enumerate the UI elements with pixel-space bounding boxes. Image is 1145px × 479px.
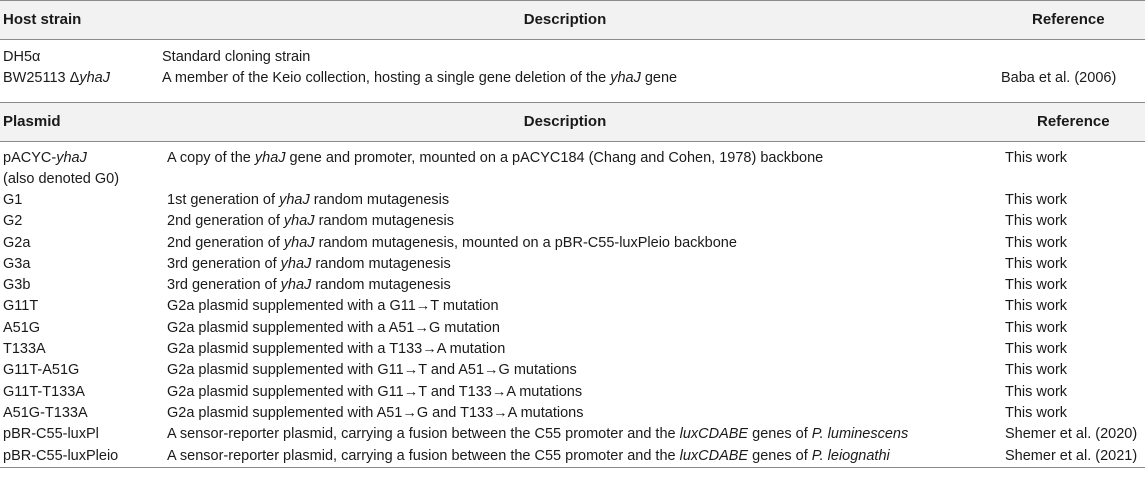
plasmid-description: 3rd generation of yhaJ random mutagenesis: [167, 277, 451, 294]
plasmid-description: 2nd generation of yhaJ random mutagenesis, mounted on a pBR-C55-luxPleio backbone: [167, 234, 737, 251]
table-row: [0, 382, 1145, 403]
host-description: A member of the Keio collection, hosting a single gene deletion of the yhaJ gene: [162, 70, 678, 87]
table-row: [0, 403, 1145, 424]
table-row: [0, 254, 1145, 275]
plasmid-description: 2nd generation of yhaJ random mutagenesis: [167, 213, 454, 230]
plasmid-name: G3b: [3, 277, 31, 294]
plasmid-name: G1: [3, 192, 23, 208]
plasmid-reference: This work: [1005, 383, 1068, 400]
plasmid-reference: This work: [1005, 277, 1068, 294]
table-row: [0, 68, 1145, 89]
host-reference-header: Reference: [1032, 11, 1105, 28]
plasmid-reference: This work: [1005, 341, 1068, 358]
plasmid-name: A51G-T133A: [3, 404, 88, 421]
table-row: [0, 190, 1145, 211]
table-row: [0, 360, 1145, 381]
plasmid-name: G11T: [3, 298, 39, 315]
plasmid-reference: Shemer et al. (2020): [1005, 426, 1138, 443]
plasmid-description: A sensor-reporter plasmid, carrying a fusion between the C55 promoter and the luxCDABE genes of P. luminescens: [167, 426, 909, 443]
plasmid-reference: This work: [1005, 213, 1068, 230]
plasmid-reference-header: Reference: [1037, 113, 1110, 130]
plasmid-description: A sensor-reporter plasmid, carrying a fusion between the C55 promoter and the luxCDABE genes of P. leiognathi: [167, 447, 890, 464]
plasmid-reference: This work: [1005, 298, 1068, 315]
table-row: [0, 446, 1145, 467]
host-description-header: Description: [523, 11, 607, 28]
plasmid-description: G2a plasmid supplemented with a T133→A mutation: [167, 341, 506, 358]
plasmid-name: pACYC-yhaJ: [3, 150, 87, 166]
plasmid-name: G11T-T133A: [3, 383, 85, 400]
table-row: [0, 275, 1145, 296]
table-row: [0, 148, 1145, 190]
table-row: [0, 424, 1145, 445]
plasmid-reference: This work: [1005, 234, 1068, 251]
plasmid-rows: [0, 142, 1145, 468]
host-name: BW25113 ΔyhaJ: [3, 70, 110, 87]
plasmid-reference: This work: [1005, 362, 1068, 379]
plasmid-description-header: Description: [523, 113, 607, 130]
plasmid-description: 1st generation of yhaJ random mutagenesis: [167, 192, 450, 208]
plasmid-name: pBR-C55-luxPl: [3, 426, 99, 443]
plasmid-name: A51G: [3, 319, 41, 336]
plasmid-reference: This work: [1005, 150, 1068, 166]
plasmid-reference: This work: [1005, 192, 1068, 208]
host-description: Standard cloning strain: [162, 49, 311, 65]
plasmid-description: A copy of the yhaJ gene and promoter, mounted on a pACYC184 (Chang and Cohen, 1978) backbone: [167, 150, 824, 166]
plasmid-description: G2a plasmid supplemented with A51→G and T133→A mutations: [167, 404, 584, 421]
table-row: [0, 211, 1145, 232]
plasmid-reference: This work: [1005, 255, 1068, 272]
plasmid-name: G2a: [3, 234, 31, 251]
table-row: [0, 233, 1145, 254]
host-reference: Baba et al. (2006): [1001, 70, 1117, 87]
host-rows: [0, 40, 1145, 102]
table-row: [0, 318, 1145, 339]
plasmid-reference: This work: [1005, 404, 1068, 421]
plasmid-description: G2a plasmid supplemented with G11→T and T133→A mutations: [167, 383, 583, 400]
plasmid-description: G2a plasmid supplemented with G11→T and A51→G mutations: [167, 362, 577, 379]
plasmid-name-alias: (also denoted G0): [3, 171, 120, 187]
plasmid-description: G2a plasmid supplemented with a G11→T mutation: [167, 298, 499, 315]
plasmid-reference: Shemer et al. (2021): [1005, 447, 1138, 464]
plasmid-name: G3a: [3, 255, 31, 272]
plasmid-header: Plasmid: [3, 113, 61, 130]
plasmid-name: G2: [3, 213, 23, 230]
plasmid-name: pBR-C55-luxPleio: [3, 447, 119, 464]
plasmid-description: G2a plasmid supplemented with a A51→G mutation: [167, 319, 500, 336]
plasmid-name: G11T-A51G: [3, 362, 80, 379]
table-row: [0, 47, 1145, 68]
plasmid-name: T133A: [3, 341, 46, 358]
host-strain-header: Host strain: [3, 11, 82, 28]
plasmid-reference: This work: [1005, 319, 1068, 336]
plasmid-header-row: [0, 102, 1145, 142]
table-row: [0, 296, 1145, 317]
host-header-row: [0, 0, 1145, 40]
host-name: DH5α: [3, 49, 41, 65]
table-row: [0, 339, 1145, 360]
plasmid-description: 3rd generation of yhaJ random mutagenesis: [167, 255, 451, 272]
